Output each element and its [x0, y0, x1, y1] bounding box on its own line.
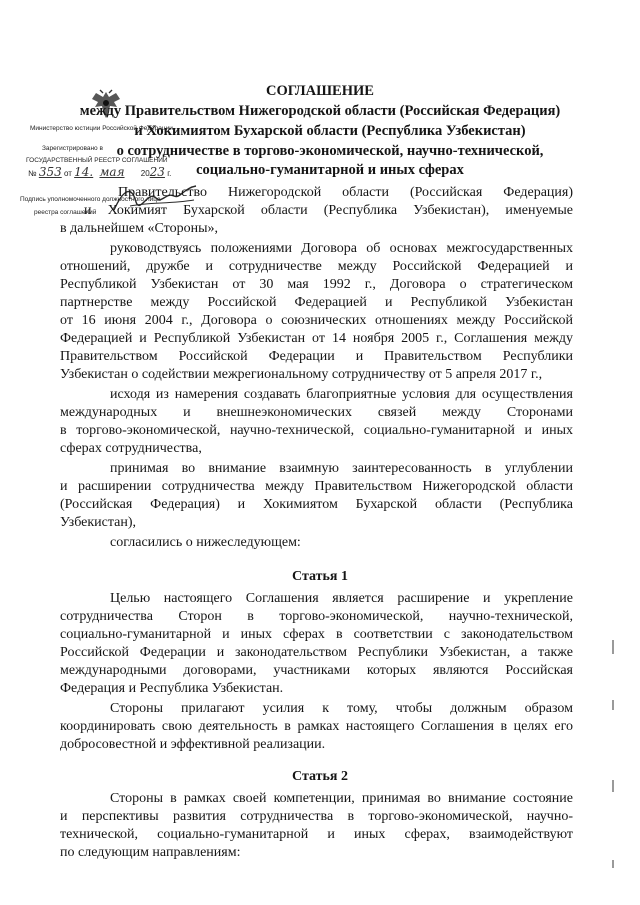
scan-margin-mark	[612, 860, 614, 868]
stamp-ministry: Министерство юстиции Российской Федерации	[30, 125, 173, 132]
guided-line-5: от 16 июня 2004 г., Договора о союзнических отношениях между Российской	[60, 313, 573, 328]
article-1-line-3: социально-гуманитарной и иных сферах в соответствии с законодательством	[60, 627, 573, 642]
article-2-line-2: и перспективы развития сотрудничества в торгово-экономической, научно-	[60, 809, 573, 824]
article-2-line-4: по следующим направлениям:	[60, 845, 241, 860]
stamp-signature-label-2: реестра соглашений	[34, 209, 97, 216]
article-1-heading: Статья 1	[292, 569, 348, 584]
article-1-p2-line-2: координировать свою деятельность в рамках настоящего Соглашения в целях его	[60, 719, 573, 734]
stamp-date-from: от	[63, 169, 72, 178]
scan-margin-mark	[612, 640, 614, 654]
article-1-line-1: Целью настоящего Соглашения является расширение и укрепление	[110, 591, 573, 606]
stamp-signature-label-1: Подпись уполномоченного должностного лица	[20, 196, 161, 203]
intent-line-1: исходя из намерения создавать благоприятные условия для осуществления	[110, 387, 573, 402]
guided-line-3: Республикой Узбекистан от 30 мая 1992 г., Договора о стратегическом	[60, 277, 573, 292]
article-1-p2-line-1: Стороны прилагают усилия к тому, чтобы должным образом	[110, 701, 573, 716]
article-1-line-6: Федерация и Республика Узбекистан.	[60, 681, 284, 696]
guided-line-4: партнерстве между Российской Федерацией и Республикой Узбекистан	[60, 295, 573, 310]
subtitle-line-4: социально-гуманитарной и иных сферах	[196, 162, 464, 178]
preamble-line-1: Правительство Нижегородской области (Российская Федерация)	[118, 185, 573, 200]
article-1-line-2: сотрудничества Сторон в торгово-экономической, научно-технической,	[60, 609, 573, 624]
intent-line-3: в торгово-экономической, научно-технической, социально-гуманитарной и иных	[60, 423, 573, 438]
interest-line-3: (Российская Федерация) и Хокимиятом Бухарской области (Республика	[60, 497, 573, 512]
article-1-line-5: международными договорами, участниками которых являются Российская	[60, 663, 573, 678]
agreed-line: согласились о нижеследующем:	[110, 535, 301, 550]
stamp-registered: Зарегистрировано в	[42, 145, 103, 152]
article-1-line-4: Российской Федерации и законодательством Республики Узбекистан, а также	[60, 645, 573, 660]
stamp-day: 14.	[74, 165, 94, 179]
stamp-registry: ГОСУДАРСТВЕННЫЙ РЕЕСТР СОГЛАШЕНИЙ	[26, 157, 168, 164]
preamble-line-2: и Хокимият Бухарской области (Республика Узбекистан), именуемые	[84, 203, 573, 218]
stamp-year-suffix: г.	[167, 169, 172, 178]
guided-line-2: отношений, дружбе и сотрудничестве между Российской Федерацией и	[60, 259, 573, 274]
stamp-number: 353	[38, 165, 62, 179]
guided-line-1: руководствуясь положениями Договора об основах межгосударственных	[110, 241, 573, 256]
document-title: СОГЛАШЕНИЕ	[266, 83, 374, 99]
stamp-year: 23	[149, 165, 165, 179]
subtitle-line-2: и Хокимиятом Бухарской области (Республика Узбекистан)	[134, 123, 526, 139]
article-2-heading: Статья 2	[292, 769, 348, 784]
article-2-line-3: технической, социально-гуманитарной и иных сферах, взаимодействуют	[60, 827, 573, 842]
interest-line-2: и расширении сотрудничества между Правительством Нижегородской области	[60, 479, 573, 494]
subtitle-line-1: между Правительством Нижегородской области (Российская Федерация)	[79, 103, 561, 119]
intent-line-4: сферах сотрудничества,	[60, 441, 202, 456]
article-2-line-1: Стороны в рамках своей компетенции, принимая во внимание состояние	[110, 791, 573, 806]
interest-line-1: принимая во внимание взаимную заинтересованность в углублении	[110, 461, 573, 476]
stamp-number-prefix: №	[28, 169, 37, 178]
guided-line-7: Правительством Российской Федерации и Правительством Республики	[60, 349, 573, 364]
guided-line-6: Федерацией и Республикой Узбекистан от 14 ноября 2005 г., Соглашения между	[60, 331, 573, 346]
preamble-line-3: в дальнейшем «Стороны»,	[60, 221, 218, 236]
article-1-p2-line-3: добросовестной и эффективной реализации.	[60, 737, 326, 752]
stamp-number-row	[28, 166, 171, 180]
subtitle-line-3: о сотрудничестве в торгово-экономической, научно-технической,	[116, 143, 544, 159]
intent-line-2: международных и внешнеэкономических связей между Сторонами	[60, 405, 573, 420]
stamp-month: мая	[99, 165, 125, 179]
stamp-year-prefix: 20	[140, 169, 150, 178]
guided-line-8: Узбекистан о содействии межрегиональному сотрудничеству от 5 апреля 2017 г.,	[60, 367, 543, 382]
scan-margin-mark	[612, 700, 614, 710]
scan-margin-mark	[612, 780, 614, 792]
interest-line-4: Узбекистан),	[60, 515, 137, 530]
